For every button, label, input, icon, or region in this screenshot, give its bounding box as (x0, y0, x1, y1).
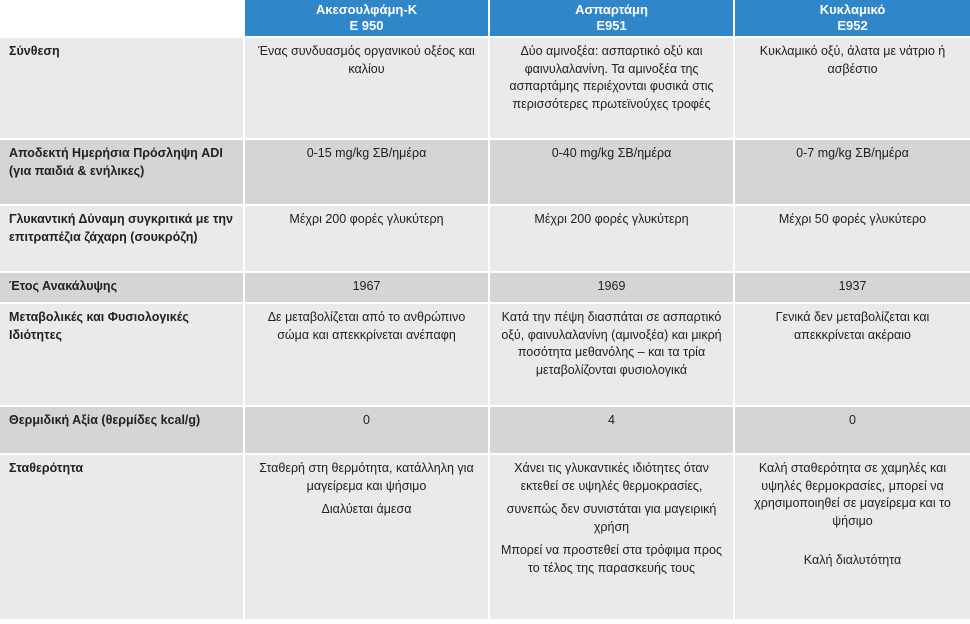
header-aspartame-code: Ε951 (596, 18, 627, 33)
cell-aspartame: 0-40 mg/kg ΣΒ/ημέρα (489, 139, 734, 205)
header-row (0, 0, 970, 37)
cell-acesulfame: 1967 (244, 272, 489, 303)
cell-paragraph: Μπορεί να προστεθεί στα τρόφιμα προς το τέλος της παρασκευής τους (500, 543, 723, 575)
header-aspartame-name: Ασπαρτάμη (575, 2, 648, 17)
cell-acesulfame (244, 454, 489, 620)
cell-acesulfame: Ένας συνδυασμός οργανικού οξέος και καλίου (244, 37, 489, 139)
cell-paragraph: Σταθερή στη θερμότητα, κατάλληλη για μαγείρεμα και ψήσιμο (259, 461, 474, 493)
cell-cyclamate: Κυκλαμικό οξύ, άλατα με νάτριο ή ασβέστιο (734, 37, 970, 139)
row-label: Έτος Ανακάλυψης (0, 272, 244, 303)
cell-aspartame: Κατά την πέψη διασπάται σε ασπαρτικό οξύ, φαινυλαλανίνη (αμινοξέα) και μικρή ποσότητα μεθανόλης – και τα τρία μεταβολίζονται φυσιολογικά (489, 303, 734, 406)
cell-paragraph: Διαλύεται άμεσα (321, 502, 412, 516)
cell-cyclamate: Μέχρι 50 φορές γλυκύτερο (734, 205, 970, 272)
cell-paragraph: Καλή σταθερότητα σε χαμηλές και υψηλές θερμοκρασίες, μπορεί να χρησιμοποιηθεί σε μαγείρεμα και το ψήσιμο (754, 461, 951, 528)
cell-aspartame: Μέχρι 200 φορές γλυκύτερη (489, 205, 734, 272)
cell-acesulfame: 0 (244, 406, 489, 454)
row-sweetness (0, 205, 970, 272)
cell-aspartame: 1969 (489, 272, 734, 303)
header-cyclamate-code: Ε952 (837, 18, 868, 33)
cell-cyclamate (734, 454, 970, 620)
cell-aspartame: 4 (489, 406, 734, 454)
row-metabolic (0, 303, 970, 406)
cell-acesulfame: Μέχρι 200 φορές γλυκύτερη (244, 205, 489, 272)
cell-cyclamate: 1937 (734, 272, 970, 303)
row-label: Γλυκαντική Δύναμη συγκριτικά με την επιτραπέζια ζάχαρη (σουκρόζη) (0, 205, 244, 272)
header-cyclamate-name: Κυκλαμικό (819, 2, 886, 17)
header-aspartame (489, 0, 734, 37)
row-label: Θερμιδική Αξία (θερμίδες kcal/g) (0, 406, 244, 454)
header-cyclamate (734, 0, 970, 37)
row-stability (0, 454, 970, 620)
cell-paragraph: Καλή διαλυτότητα (803, 553, 902, 567)
row-calories (0, 406, 970, 454)
row-label: Σύνθεση (0, 37, 244, 139)
cell-aspartame (489, 454, 734, 620)
row-composition (0, 37, 970, 139)
row-label-sub: (για παιδιά & ενήλικες) (9, 163, 145, 178)
header-blank-cell (0, 0, 244, 37)
row-label: Σταθερότητα (0, 454, 244, 620)
header-acesulfame-name: Ακεσουλφάμη-Κ (315, 2, 418, 17)
header-acesulfame-code: Ε 950 (349, 18, 384, 33)
header-acesulfame (244, 0, 489, 37)
cell-aspartame: Δύο αμινοξέα: ασπαρτικό οξύ και φαινυλαλανίνη. Τα αμινοξέα της ασπαρτάμης περιέχονται φυσικά στις περισσότερες πρωτεϊνούχες τροφές (489, 37, 734, 139)
cell-cyclamate: 0-7 mg/kg ΣΒ/ημέρα (734, 139, 970, 205)
row-adi (0, 139, 970, 205)
cell-cyclamate: 0 (734, 406, 970, 454)
cell-acesulfame: 0-15 mg/kg ΣΒ/ημέρα (244, 139, 489, 205)
row-discovery (0, 272, 970, 303)
cell-paragraph: Χάνει τις γλυκαντικές ιδιότητες όταν εκτεθεί σε υψηλές θερμοκρασίες, (514, 461, 709, 493)
row-label (0, 139, 244, 205)
cell-paragraph: συνεπώς δεν συνιστάται για μαγειρική χρήση (506, 502, 717, 534)
row-label: Μεταβολικές και Φυσιολογικές Ιδιότητες (0, 303, 244, 406)
cell-acesulfame: Δε μεταβολίζεται από το ανθρώπινο σώμα και απεκκρίνεται ανέπαφη (244, 303, 489, 406)
cell-cyclamate: Γενικά δεν μεταβολίζεται και απεκκρίνεται ακέραιο (734, 303, 970, 406)
row-label-main: Αποδεκτή Ημερήσια Πρόσληψη ADI (9, 146, 223, 160)
